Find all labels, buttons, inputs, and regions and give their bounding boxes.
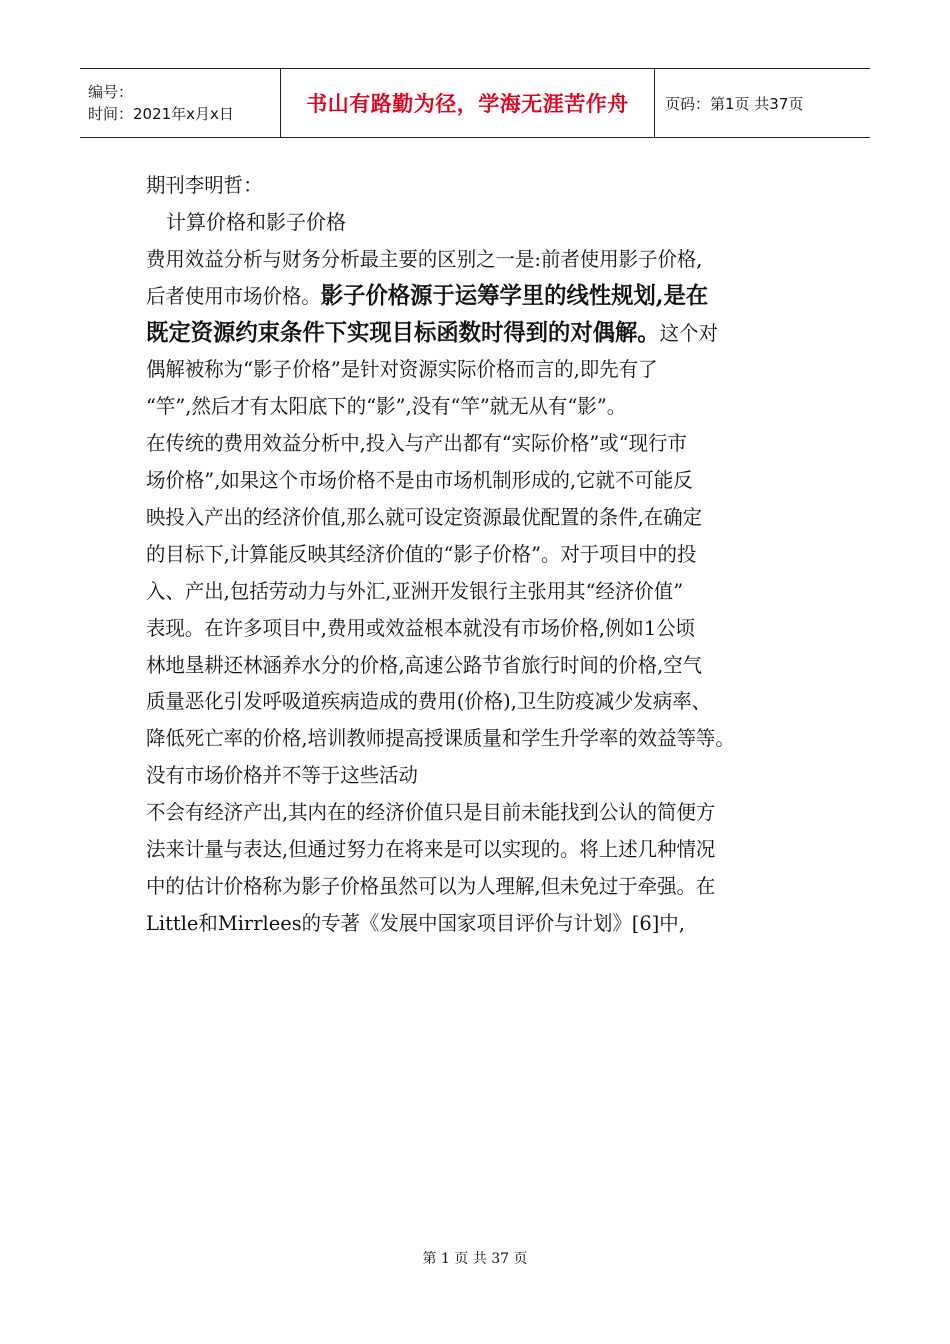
text-run: 后者使用市场价格。 bbox=[146, 283, 321, 308]
text-line: 费用效益分析与财务分析最主要的区别之一是:前者使用影子价格, bbox=[146, 246, 703, 271]
text-line: 偶解被称为“影子价格”是针对资源实际价格而言的,即先有了 bbox=[146, 357, 658, 382]
text-line bbox=[146, 278, 806, 315]
text-line: 法来计量与表达,但通过努力在将来是可以实现的。将上述几种情况 bbox=[146, 837, 716, 862]
document-body bbox=[146, 167, 826, 942]
text-line: 降低死亡率的价格,培训教师提高授课质量和学生升学率的效益等等。 bbox=[146, 726, 735, 751]
text-line: 的目标下,计算能反映其经济价值的“影子价格”。对于项目中的投 bbox=[146, 541, 697, 566]
author-line: 期刊李明哲： bbox=[146, 173, 263, 197]
header-motto-cell bbox=[281, 69, 655, 137]
serial-label: 编号： bbox=[88, 83, 134, 101]
text-line: 中的估计价格称为影子价格虽然可以为人理解,但未免过于牵强。在 bbox=[146, 873, 716, 898]
page-info: 页码：第1页 共37页 bbox=[665, 94, 804, 113]
text-line: 在传统的费用效益分析中,投入与产出都有“实际价格”或“现行市 bbox=[146, 431, 687, 456]
text-line: 林地垦耕还林涵养水分的价格,高速公路节省旅行时间的价格,空气 bbox=[146, 652, 703, 677]
text-run: 这个对 bbox=[659, 320, 718, 345]
bold-text-run: 既定资源约束条件下实现目标函数时得到的对偶解。 bbox=[146, 318, 660, 346]
text-line: 表现。在许多项目中,费用或效益根本就没有市场价格,例如1公顷 bbox=[146, 615, 696, 640]
text-line: 场价格”,如果这个市场价格不是由市场机制形成的,它就不可能反 bbox=[146, 468, 693, 493]
text-line bbox=[146, 315, 806, 352]
text-line: 质量恶化引发呼吸道疾病造成的费用(价格),卫生防疫减少发病率、 bbox=[146, 689, 712, 714]
document-header bbox=[80, 68, 870, 138]
header-page-cell bbox=[655, 69, 870, 137]
text-line: 入、产出,包括劳动力与外汇,亚洲开发银行主张用其“经济价值” bbox=[146, 578, 684, 603]
bold-text-run: 影子价格源于运筹学里的线性规划,是在 bbox=[320, 281, 709, 309]
motto: 书山有路勤为径，学海无涯苦作舟 bbox=[306, 91, 629, 116]
text-line: Little和Mirrlees的专著《发展中国家项目评价与计划》[6]中, bbox=[146, 910, 685, 935]
text-line: 映投入产出的经济价值,那么就可设定资源最优配置的条件,在确定 bbox=[146, 505, 703, 530]
date-label: 时间：2021年x月x日 bbox=[88, 105, 234, 123]
section-title: 计算价格和影子价格 bbox=[166, 209, 346, 234]
header-meta bbox=[80, 69, 281, 137]
page-footer: 第 1 页 共 37 页 bbox=[422, 1251, 528, 1267]
text-line: “竿”,然后才有太阳底下的“影”,没有“竿”就无从有“影”。 bbox=[146, 394, 627, 419]
text-line: 不会有经济产出,其内在的经济价值只是目前未能找到公认的简便方 bbox=[146, 800, 716, 825]
text-line: 没有市场价格并不等于这些活动 bbox=[146, 763, 418, 788]
